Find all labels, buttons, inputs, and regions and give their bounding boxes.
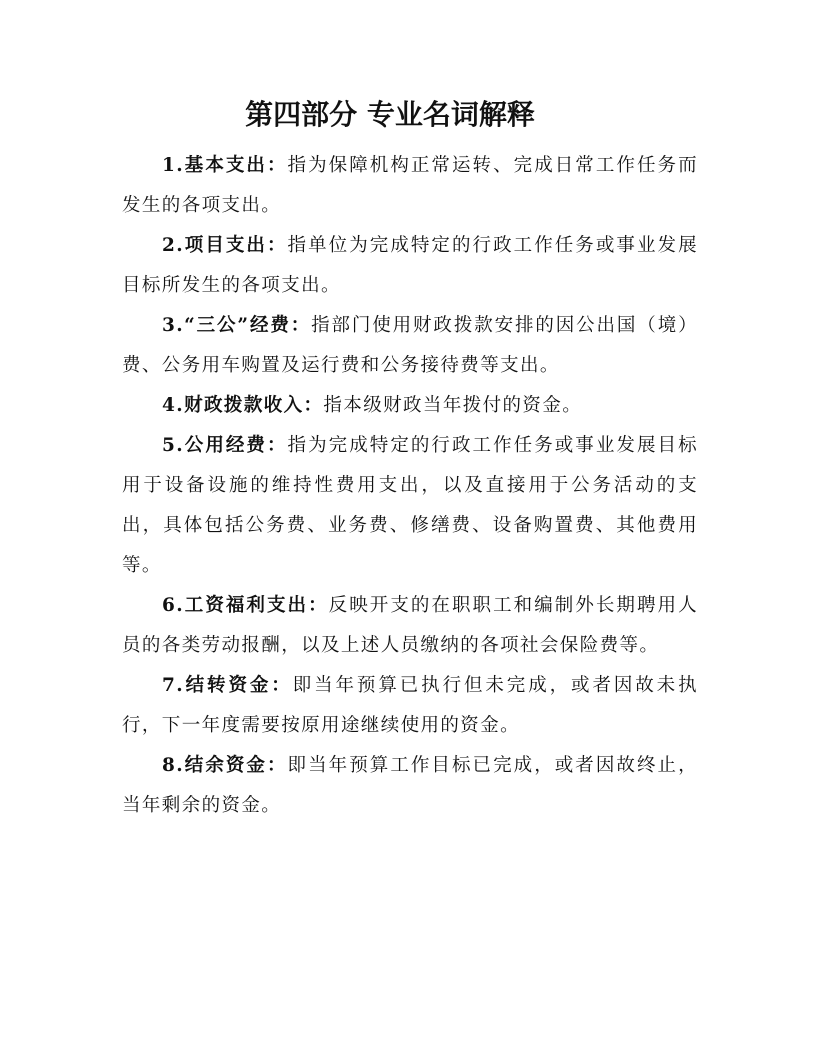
definition-term: 2.项目支出： bbox=[162, 235, 288, 256]
definition-term: 4.财政拨款收入： bbox=[162, 395, 324, 416]
definition-item bbox=[122, 386, 698, 426]
definitions-list bbox=[122, 146, 698, 826]
definition-text: 指单位为完成特定的行政工作任务或事业发展目标所发生的各项支出。 bbox=[122, 235, 698, 296]
definition-term: 8.结余资金： bbox=[162, 755, 288, 776]
definition-item bbox=[122, 426, 698, 586]
definition-term: 6.工资福利支出： bbox=[162, 595, 329, 616]
definition-text: 反映开支的在职职工和编制外长期聘用人员的各类劳动报酬，以及上述人员缴纳的各项社会保险费等。 bbox=[122, 595, 698, 656]
definition-term: 1.基本支出： bbox=[162, 155, 288, 176]
definition-term: 5.公用经费： bbox=[162, 435, 288, 456]
definition-text: 指部门使用财政拨款安排的因公出国（境）费、公务用车购置及运行费和公务接待费等支出。 bbox=[122, 315, 698, 376]
definition-text: 指本级财政当年拨付的资金。 bbox=[323, 395, 583, 416]
definition-item bbox=[122, 146, 698, 226]
definition-text: 指为保障机构正常运转、完成日常工作任务而发生的各项支出。 bbox=[122, 155, 698, 216]
definition-item bbox=[122, 746, 698, 826]
page-title: 第四部分 专业名词解释 bbox=[245, 98, 535, 131]
definition-item bbox=[122, 226, 698, 306]
definition-term: 3.“三公”经费： bbox=[162, 315, 312, 336]
definition-text: 即当年预算工作目标已完成，或者因故终止，当年剩余的资金。 bbox=[122, 755, 698, 816]
definition-item bbox=[122, 306, 698, 386]
definition-text: 即当年预算已执行但未完成，或者因故未执行，下一年度需要按原用途继续使用的资金。 bbox=[122, 675, 698, 736]
definition-item bbox=[122, 666, 698, 746]
definition-item bbox=[122, 586, 698, 666]
definition-term: 7.结转资金： bbox=[162, 675, 293, 696]
definition-text: 指为完成特定的行政工作任务或事业发展目标用于设备设施的维持性费用支出，以及直接用于公务活动的支出，具体包括公务费、业务费、修缮费、设备购置费、其他费用等。 bbox=[122, 435, 698, 576]
